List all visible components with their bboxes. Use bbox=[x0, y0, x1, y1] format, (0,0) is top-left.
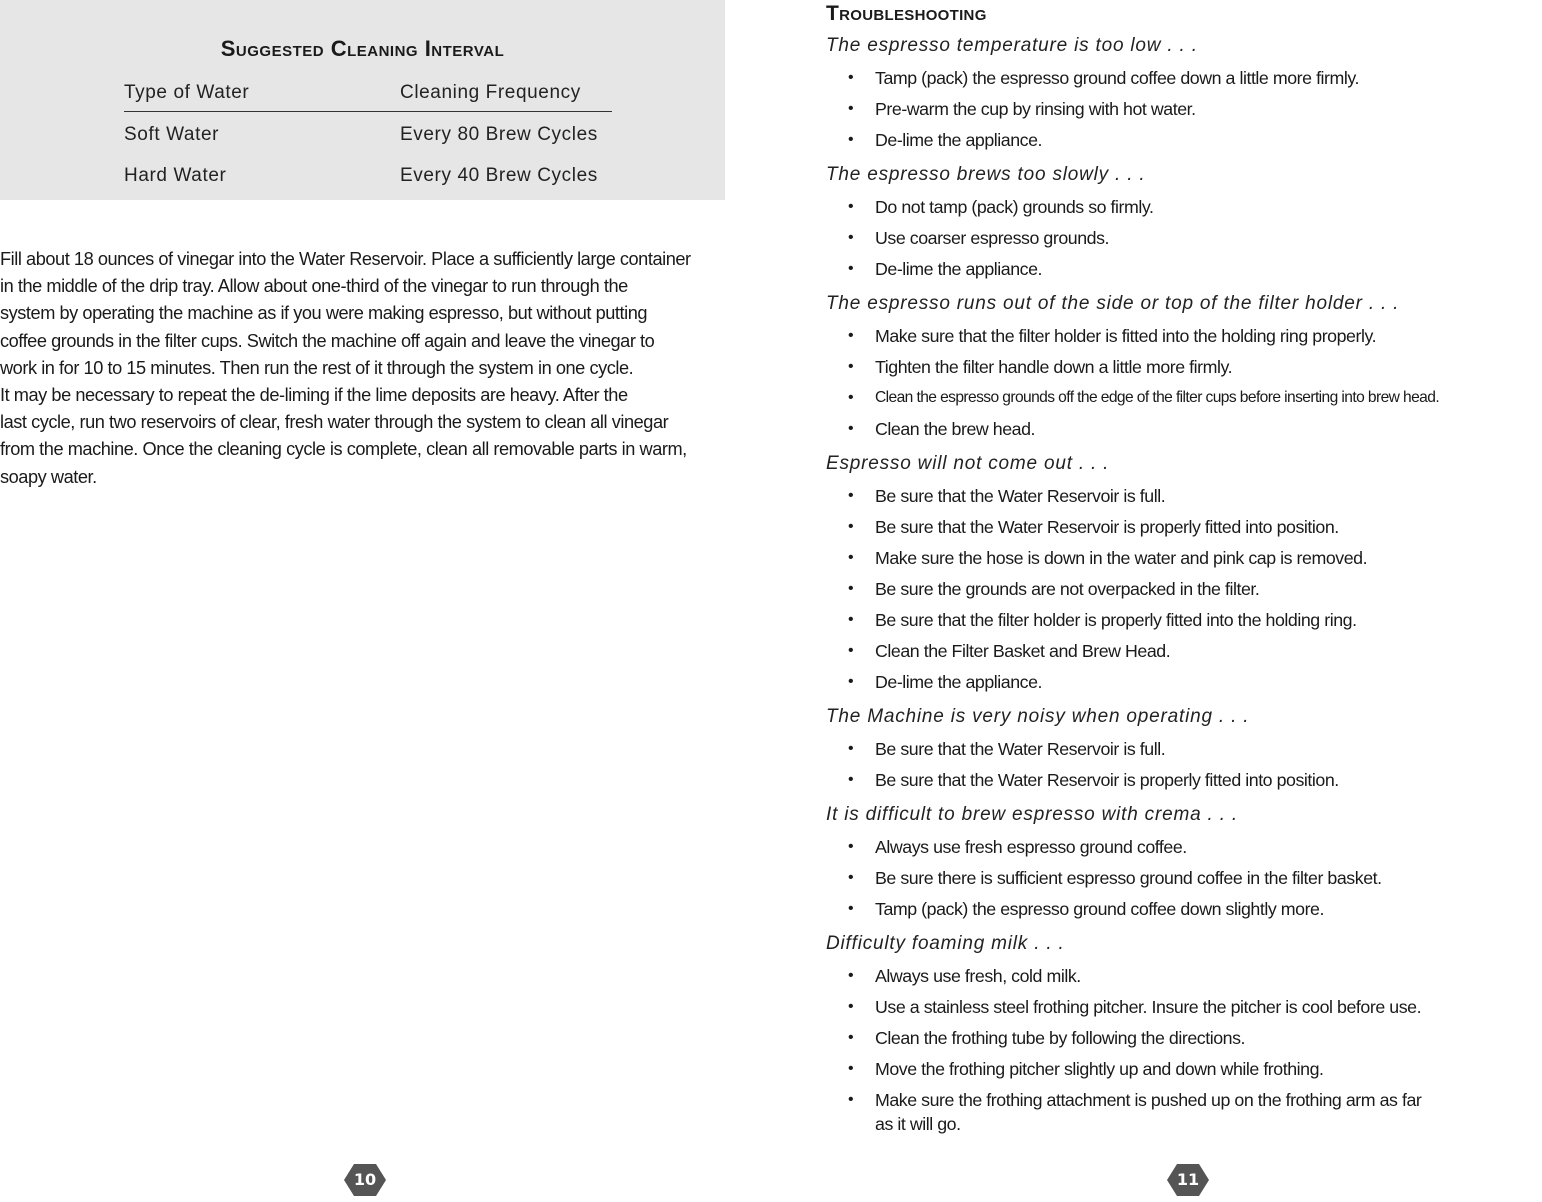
list-item-text: Use a stainless steel frothing pitcher. Insure the pitcher is cool before use. bbox=[875, 997, 1422, 1017]
text-line: in the middle of the drip tray. Allow about one-third of the vinegar to run through the bbox=[0, 276, 628, 297]
text-line: coffee grounds in the filter cups. Switch the machine off again and leave the vinegar to bbox=[0, 330, 655, 351]
bullet-icon: • bbox=[848, 1091, 854, 1108]
list-item-text: De-lime the appliance. bbox=[875, 672, 1043, 692]
text-line: system by operating the machine as if you were making espresso, but without putting bbox=[0, 303, 648, 324]
list-item bbox=[826, 1085, 1435, 1136]
troubleshooting-section bbox=[826, 161, 1542, 285]
section-title: The espresso temperature is too low . . . bbox=[826, 35, 1198, 56]
bullet-icon: • bbox=[848, 611, 854, 628]
list-item-text: De-lime the appliance. bbox=[875, 259, 1043, 279]
list-item bbox=[826, 961, 1542, 992]
list-item-text: De-lime the appliance. bbox=[875, 130, 1043, 150]
text-line: Fill about 18 ounces of vinegar into the Water Reservoir. Place a sufficiently large container bbox=[0, 249, 691, 269]
troubleshooting-heading: Troubleshooting bbox=[826, 2, 987, 25]
bullet-icon: • bbox=[848, 998, 854, 1015]
list-item-text: Do not tamp (pack) grounds so firmly. bbox=[875, 197, 1154, 217]
list-item bbox=[826, 125, 1542, 156]
cleaning-interval-table bbox=[124, 80, 612, 204]
troubleshooting-section bbox=[826, 32, 1542, 156]
list-item bbox=[826, 832, 1542, 863]
header-water-type: Type of Water bbox=[124, 82, 250, 103]
bullet-icon: • bbox=[848, 487, 854, 504]
table-header-row bbox=[124, 80, 612, 112]
list-item bbox=[826, 94, 1542, 125]
list-item-text: Be sure that the filter holder is properly fitted into the holding ring. bbox=[875, 610, 1357, 630]
bullet-icon: • bbox=[848, 580, 854, 597]
list-item-text: Be sure that the Water Reservoir is full. bbox=[875, 486, 1166, 506]
list-item-text: Make sure the hose is down in the water and pink cap is removed. bbox=[875, 548, 1368, 568]
list-item bbox=[826, 574, 1542, 605]
list-item-text: Clean the espresso grounds off the edge of the filter cups before inserting into brew head. bbox=[875, 389, 1440, 406]
text-line: soapy water. bbox=[0, 466, 97, 487]
bullet-icon: • bbox=[848, 967, 854, 984]
troubleshooting-section bbox=[826, 703, 1542, 796]
deliming-instructions bbox=[0, 246, 728, 491]
text-line: It may be necessary to repeat the de-liming if the lime deposits are heavy. After the bbox=[0, 385, 628, 406]
bullet-icon: • bbox=[848, 327, 854, 344]
bullet-icon: • bbox=[848, 389, 854, 406]
list-item-text: Move the frothing pitcher slightly up and down while frothing. bbox=[875, 1059, 1324, 1079]
list-item bbox=[826, 1054, 1542, 1085]
list-item bbox=[826, 636, 1542, 667]
list-item-text: Clean the frothing tube by following the directions. bbox=[875, 1028, 1246, 1048]
text-line: last cycle, run two reservoirs of clear, fresh water through the system to clean all vinegar bbox=[0, 412, 669, 433]
bullet-icon: • bbox=[848, 518, 854, 535]
troubleshooting-list bbox=[826, 32, 1542, 1141]
cleaning-interval-title: Suggested Cleaning Interval bbox=[220, 36, 505, 61]
bullet-icon: • bbox=[848, 740, 854, 757]
page-number-left bbox=[343, 1162, 387, 1198]
bullet-icon: • bbox=[848, 420, 854, 437]
bullet-icon: • bbox=[848, 838, 854, 855]
list-item bbox=[826, 481, 1542, 512]
bullet-icon: • bbox=[848, 549, 854, 566]
section-title: The espresso brews too slowly . . . bbox=[826, 164, 1146, 185]
list-item-text: Clean the Filter Basket and Brew Head. bbox=[875, 641, 1171, 661]
list-item-text: Tighten the filter handle down a little more firmly. bbox=[875, 357, 1233, 377]
list-item-text: Tamp (pack) the espresso ground coffee down a little more firmly. bbox=[875, 68, 1359, 88]
troubleshooting-section bbox=[826, 290, 1542, 445]
bullet-icon: • bbox=[848, 131, 854, 148]
list-item bbox=[826, 63, 1542, 94]
list-item-text: Tamp (pack) the espresso ground coffee down slightly more. bbox=[875, 899, 1324, 919]
section-title: The Machine is very noisy when operating . . . bbox=[826, 706, 1250, 727]
bullet-icon: • bbox=[848, 869, 854, 886]
list-item-text: Be sure that the Water Reservoir is properly fitted into position. bbox=[875, 770, 1339, 790]
list-item-text: Pre-warm the cup by rinsing with hot water. bbox=[875, 99, 1196, 119]
list-item-text: Be sure that the Water Reservoir is full. bbox=[875, 739, 1166, 759]
cleaning-interval-box bbox=[0, 0, 725, 200]
troubleshooting-section bbox=[826, 450, 1542, 698]
list-item bbox=[826, 667, 1542, 698]
table-row bbox=[124, 122, 612, 163]
list-item-text: Always use fresh espresso ground coffee. bbox=[875, 837, 1187, 857]
page-number-text: 10 bbox=[353, 1170, 377, 1189]
list-item bbox=[826, 894, 1542, 925]
table-row bbox=[124, 163, 612, 204]
bullet-icon: • bbox=[848, 1029, 854, 1046]
bullet-icon: • bbox=[848, 771, 854, 788]
list-item bbox=[826, 414, 1542, 445]
bullet-icon: • bbox=[848, 900, 854, 917]
text-line: work in for 10 to 15 minutes. Then run the rest of it through the system in one cycle. bbox=[0, 357, 634, 378]
bullet-icon: • bbox=[848, 69, 854, 86]
list-item bbox=[826, 765, 1542, 796]
bullet-icon: • bbox=[848, 358, 854, 375]
list-item bbox=[826, 512, 1542, 543]
bullet-icon: • bbox=[848, 198, 854, 215]
bullet-icon: • bbox=[848, 229, 854, 246]
list-item bbox=[826, 992, 1542, 1023]
list-item-text: Always use fresh, cold milk. bbox=[875, 966, 1081, 986]
list-item bbox=[826, 254, 1542, 285]
bullet-icon: • bbox=[848, 260, 854, 277]
list-item bbox=[826, 192, 1542, 223]
list-item bbox=[826, 383, 1542, 414]
list-item-text: Make sure the frothing attachment is pushed up on the frothing arm as far as it will go. bbox=[875, 1090, 1422, 1134]
list-item bbox=[826, 734, 1542, 765]
troubleshooting-section bbox=[826, 930, 1542, 1136]
list-item-text: Clean the brew head. bbox=[875, 419, 1036, 439]
list-item bbox=[826, 1023, 1542, 1054]
water-type-cell: Hard Water bbox=[124, 165, 227, 186]
list-item-text: Use coarser espresso grounds. bbox=[875, 228, 1110, 248]
bullet-icon: • bbox=[848, 1060, 854, 1077]
frequency-cell: Every 80 Brew Cycles bbox=[400, 124, 598, 145]
section-title: Espresso will not come out . . . bbox=[826, 453, 1110, 474]
bullet-icon: • bbox=[848, 673, 854, 690]
frequency-cell: Every 40 Brew Cycles bbox=[400, 165, 598, 186]
section-title: It is difficult to brew espresso with crema . . . bbox=[826, 804, 1238, 825]
list-item-text: Be sure there is sufficient espresso ground coffee in the filter basket. bbox=[875, 868, 1382, 888]
section-title: Difficulty foaming milk . . . bbox=[826, 933, 1065, 954]
water-type-cell: Soft Water bbox=[124, 124, 220, 145]
list-item bbox=[826, 543, 1542, 574]
page-number-right bbox=[1166, 1162, 1210, 1198]
list-item bbox=[826, 321, 1542, 352]
list-item-text: Be sure that the Water Reservoir is properly fitted into position. bbox=[875, 517, 1339, 537]
list-item bbox=[826, 223, 1542, 254]
list-item bbox=[826, 352, 1542, 383]
header-frequency: Cleaning Frequency bbox=[400, 82, 581, 103]
text-line: from the machine. Once the cleaning cycle is complete, clean all removable parts in warm, bbox=[0, 439, 687, 460]
list-item bbox=[826, 863, 1542, 894]
list-item-text: Make sure that the filter holder is fitted into the holding ring properly. bbox=[875, 326, 1377, 346]
section-title: The espresso runs out of the side or top of the filter holder . . . bbox=[826, 293, 1400, 314]
list-item-text: Be sure the grounds are not overpacked in the filter. bbox=[875, 579, 1260, 599]
bullet-icon: • bbox=[848, 100, 854, 117]
list-item bbox=[826, 605, 1542, 636]
troubleshooting-section bbox=[826, 801, 1542, 925]
page-number-text: 11 bbox=[1176, 1170, 1200, 1189]
bullet-icon: • bbox=[848, 642, 854, 659]
